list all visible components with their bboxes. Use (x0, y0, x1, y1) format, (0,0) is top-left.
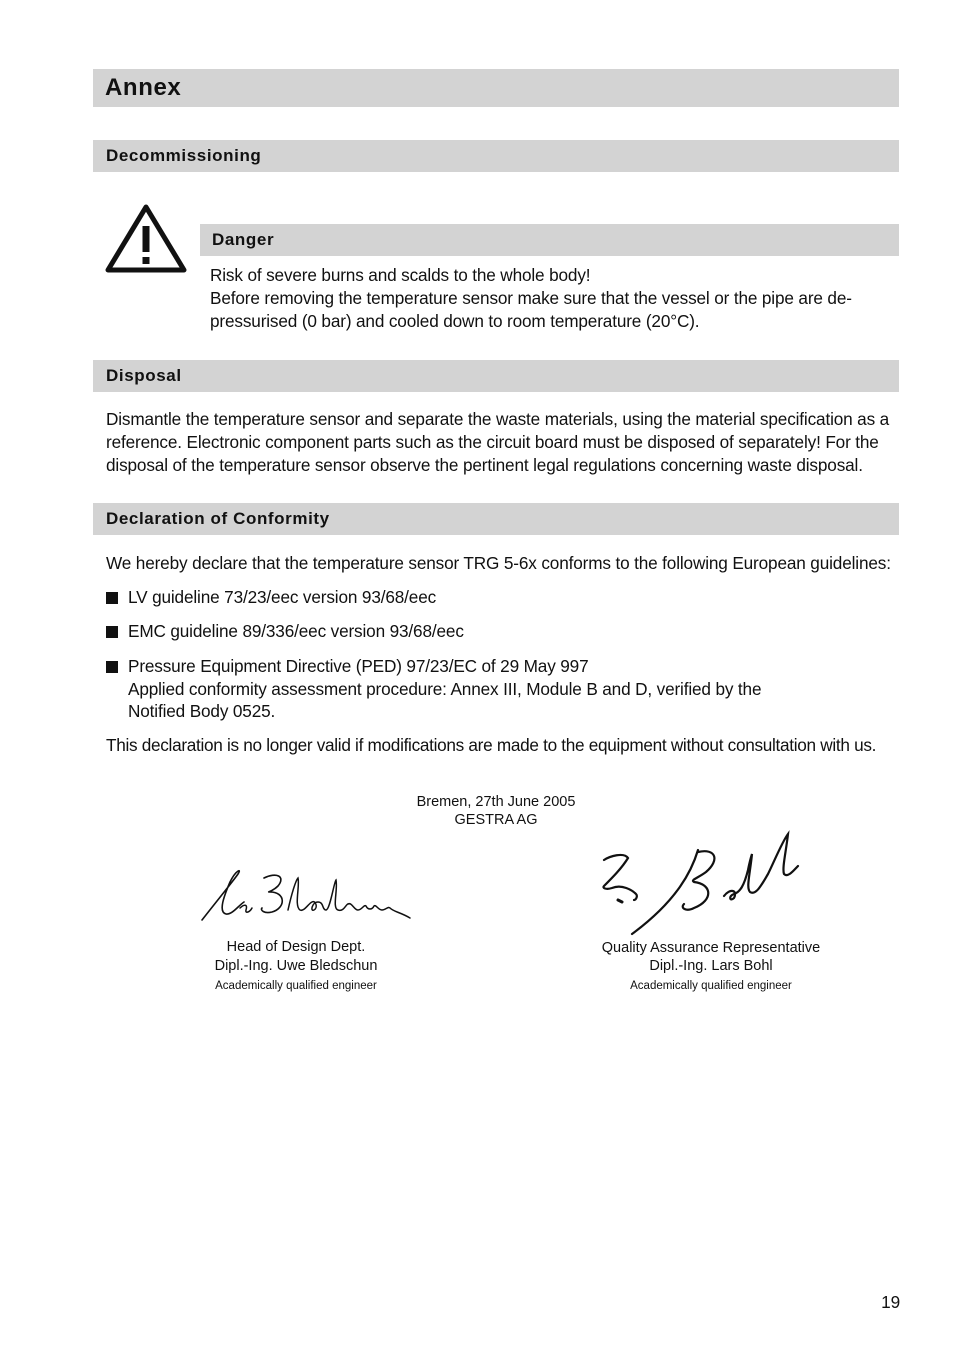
company-name: GESTRA AG (454, 812, 538, 828)
signatory-left-role: Head of Design Dept. (226, 939, 366, 955)
signatory-left-qualification: Academically qualified engineer (215, 980, 377, 992)
signatory-right-name: Dipl.-Ing. Lars Bohl (649, 958, 773, 974)
guideline-item: EMC guideline 89/336/eec version 93/68/eec (128, 621, 464, 641)
bullet-square-icon (106, 661, 118, 673)
danger-text-line: pressurised (0 bar) and cooled down to room temperature (20°C). (210, 311, 700, 331)
section-header-decommissioning: Decommissioning (93, 140, 899, 172)
danger-text-line: Before removing the temperature sensor make sure that the vessel or the pipe are de- (210, 288, 852, 308)
disposal-text-line: reference. Electronic component parts such as the circuit board must be disposed of separately! For the (106, 432, 879, 452)
signature-bohl (598, 830, 808, 938)
section-header-declaration: Declaration of Conformity (93, 503, 899, 535)
bullet-square-icon (106, 626, 118, 638)
warning-triangle-icon (104, 202, 188, 274)
section-header-disposal: Disposal (93, 360, 899, 392)
section-header-annex: Annex (93, 69, 899, 107)
guideline-item: LV guideline 73/23/eec version 93/68/eec (128, 587, 437, 607)
disposal-text-line: disposal of the temperature sensor observe the pertinent legal regulations concerning waste disposal. (106, 455, 863, 475)
danger-text-line: Risk of severe burns and scalds to the whole body! (210, 265, 591, 285)
guideline-item-detail: Applied conformity assessment procedure: Annex III, Module B and D, verified by the (128, 679, 762, 699)
signature-bledschun (196, 862, 418, 926)
signatory-right-qualification: Academically qualified engineer (630, 980, 792, 992)
page-number: 19 (881, 1292, 900, 1312)
disposal-text-line: Dismantle the temperature sensor and separate the waste materials, using the material specification as a (106, 409, 890, 429)
signatory-right-role: Quality Assurance Representative (601, 940, 821, 956)
signatory-left-name: Dipl.-Ing. Uwe Bledschun (214, 958, 378, 974)
declaration-intro: We hereby declare that the temperature sensor TRG 5-6x conforms to the following European guidelines: (106, 553, 891, 573)
bullet-square-icon (106, 592, 118, 604)
danger-header: Danger (200, 224, 899, 256)
guideline-item: Pressure Equipment Directive (PED) 97/23/EC of 29 May 997 (128, 656, 589, 676)
guideline-item-detail: Notified Body 0525. (128, 701, 276, 721)
declaration-validity: This declaration is no longer valid if modifications are made to the equipment without consultation with us. (106, 735, 877, 755)
place-date: Bremen, 27th June 2005 (416, 794, 576, 810)
